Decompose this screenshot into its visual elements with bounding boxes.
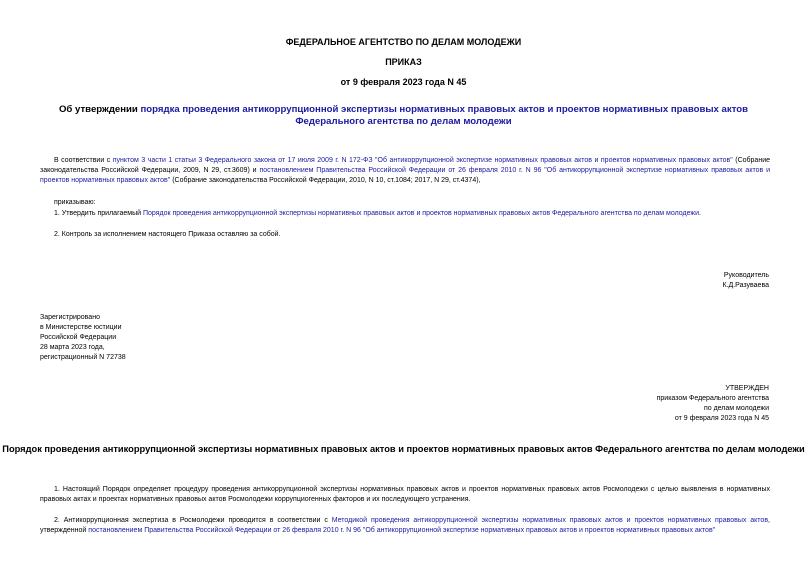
signature-position: Руководитель <box>723 272 769 279</box>
item1-text-2: . <box>698 210 701 217</box>
p2-text-2: , утвержденной <box>40 517 770 534</box>
preamble-text-3: (Собрание законодательства Российской Федерации, 2010, N 10, ст.1084; 2017, N 29, ст.4374), <box>170 177 481 184</box>
procedure-paragraph-1: 1. Настоящий Порядок определяет процедуру проведения антикоррупционной экспертизы нормативных правовых актов и проектов нормативных правовых актов Росмолодежи с целью выявления в нормативных правовых актах и проектах нормативных правовых актов Росмолодежи коррупциогенных факторов и их последующего устранения. <box>40 486 770 503</box>
title-link[interactable]: порядка проведения антикоррупционной экспертизы нормативных правовых актов и проектов нормативных правовых актов Федерального агентства по делам молодежи <box>140 104 749 127</box>
registration-block <box>40 313 126 363</box>
order-item-2: 2. Контроль за исполнением настоящего Приказа оставляю за собой. <box>54 231 281 238</box>
procedure-title: Порядок проведения антикоррупционной экспертизы нормативных правовых актов и проектов нормативных правовых актов Федерального агентства по делам молодежи <box>2 444 805 454</box>
resolution-96-link[interactable]: постановлением Правительства Российской Федерации от 26 февраля 2010 г. N 96 "Об антикоррупционной экспертизе нормативных правовых актов и проектов нормативных правовых актов" <box>40 167 770 184</box>
preamble-text-1: В соответствии с <box>54 157 113 164</box>
agency-name: ФЕДЕРАЛЬНОЕ АГЕНТСТВО ПО ДЕЛАМ МОЛОДЕЖИ <box>285 37 522 47</box>
document-title <box>40 104 767 128</box>
preamble <box>40 156 770 186</box>
signature-name: К.Д.Разуваева <box>722 282 769 289</box>
registration-line: регистрационный N 72738 <box>40 354 126 361</box>
title-prefix: Об утверждении <box>58 104 141 115</box>
methodology-link[interactable]: Методикой проведения антикоррупционной экспертизы нормативных правовых актов и проектов нормативных правовых актов <box>331 517 769 524</box>
p2-text-1: 2. Антикоррупционная экспертиза в Росмолодежи проводится в соответствии с <box>54 517 332 524</box>
approved-line: УТВЕРЖДЕН <box>725 385 769 392</box>
item1-text-1: 1. Утвердить прилагаемый <box>54 210 143 217</box>
order-item-1 <box>54 209 770 219</box>
doc-date-number: от 9 февраля 2023 года N 45 <box>340 77 467 87</box>
registration-line: Российской Федерации <box>40 334 117 341</box>
approved-line: приказом Федерального агентства <box>656 395 769 402</box>
law-172-fz-link[interactable]: пунктом 3 части 1 статьи 3 Федерального закона от 17 июля 2009 г. N 172-ФЗ "Об антикоррупционной экспертизе нормативных правовых актов и проектов нормативных правовых актов" <box>112 157 733 164</box>
registration-line: 28 марта 2023 года, <box>40 344 105 351</box>
resolution-96-link-2[interactable]: постановлением Правительства Российской Федерации от 26 февраля 2010 г. N 96 "Об антикоррупционной экспертизе нормативных правовых актов и проектов нормативных правовых актов" <box>88 527 716 534</box>
approved-block <box>657 384 769 424</box>
order-word: приказываю: <box>54 199 96 206</box>
procedure-paragraph-2 <box>40 516 770 536</box>
approved-line: от 9 февраля 2023 года N 45 <box>674 415 769 422</box>
doc-type: ПРИКАЗ <box>385 57 422 67</box>
approved-line: по делам молодежи <box>703 405 769 412</box>
registration-line: в Министерстве юстиции <box>40 324 122 331</box>
preamble-text-2: (Собрание законодательства Российской Федерации, 2009, N 29, ст.3609) и <box>40 157 770 174</box>
procedure-link[interactable]: Порядок проведения антикоррупционной экспертизы нормативных правовых актов и проектов нормативных правовых актов Федерального агентства по делам молодежи <box>142 210 699 217</box>
registration-line: Зарегистрировано <box>40 314 100 321</box>
